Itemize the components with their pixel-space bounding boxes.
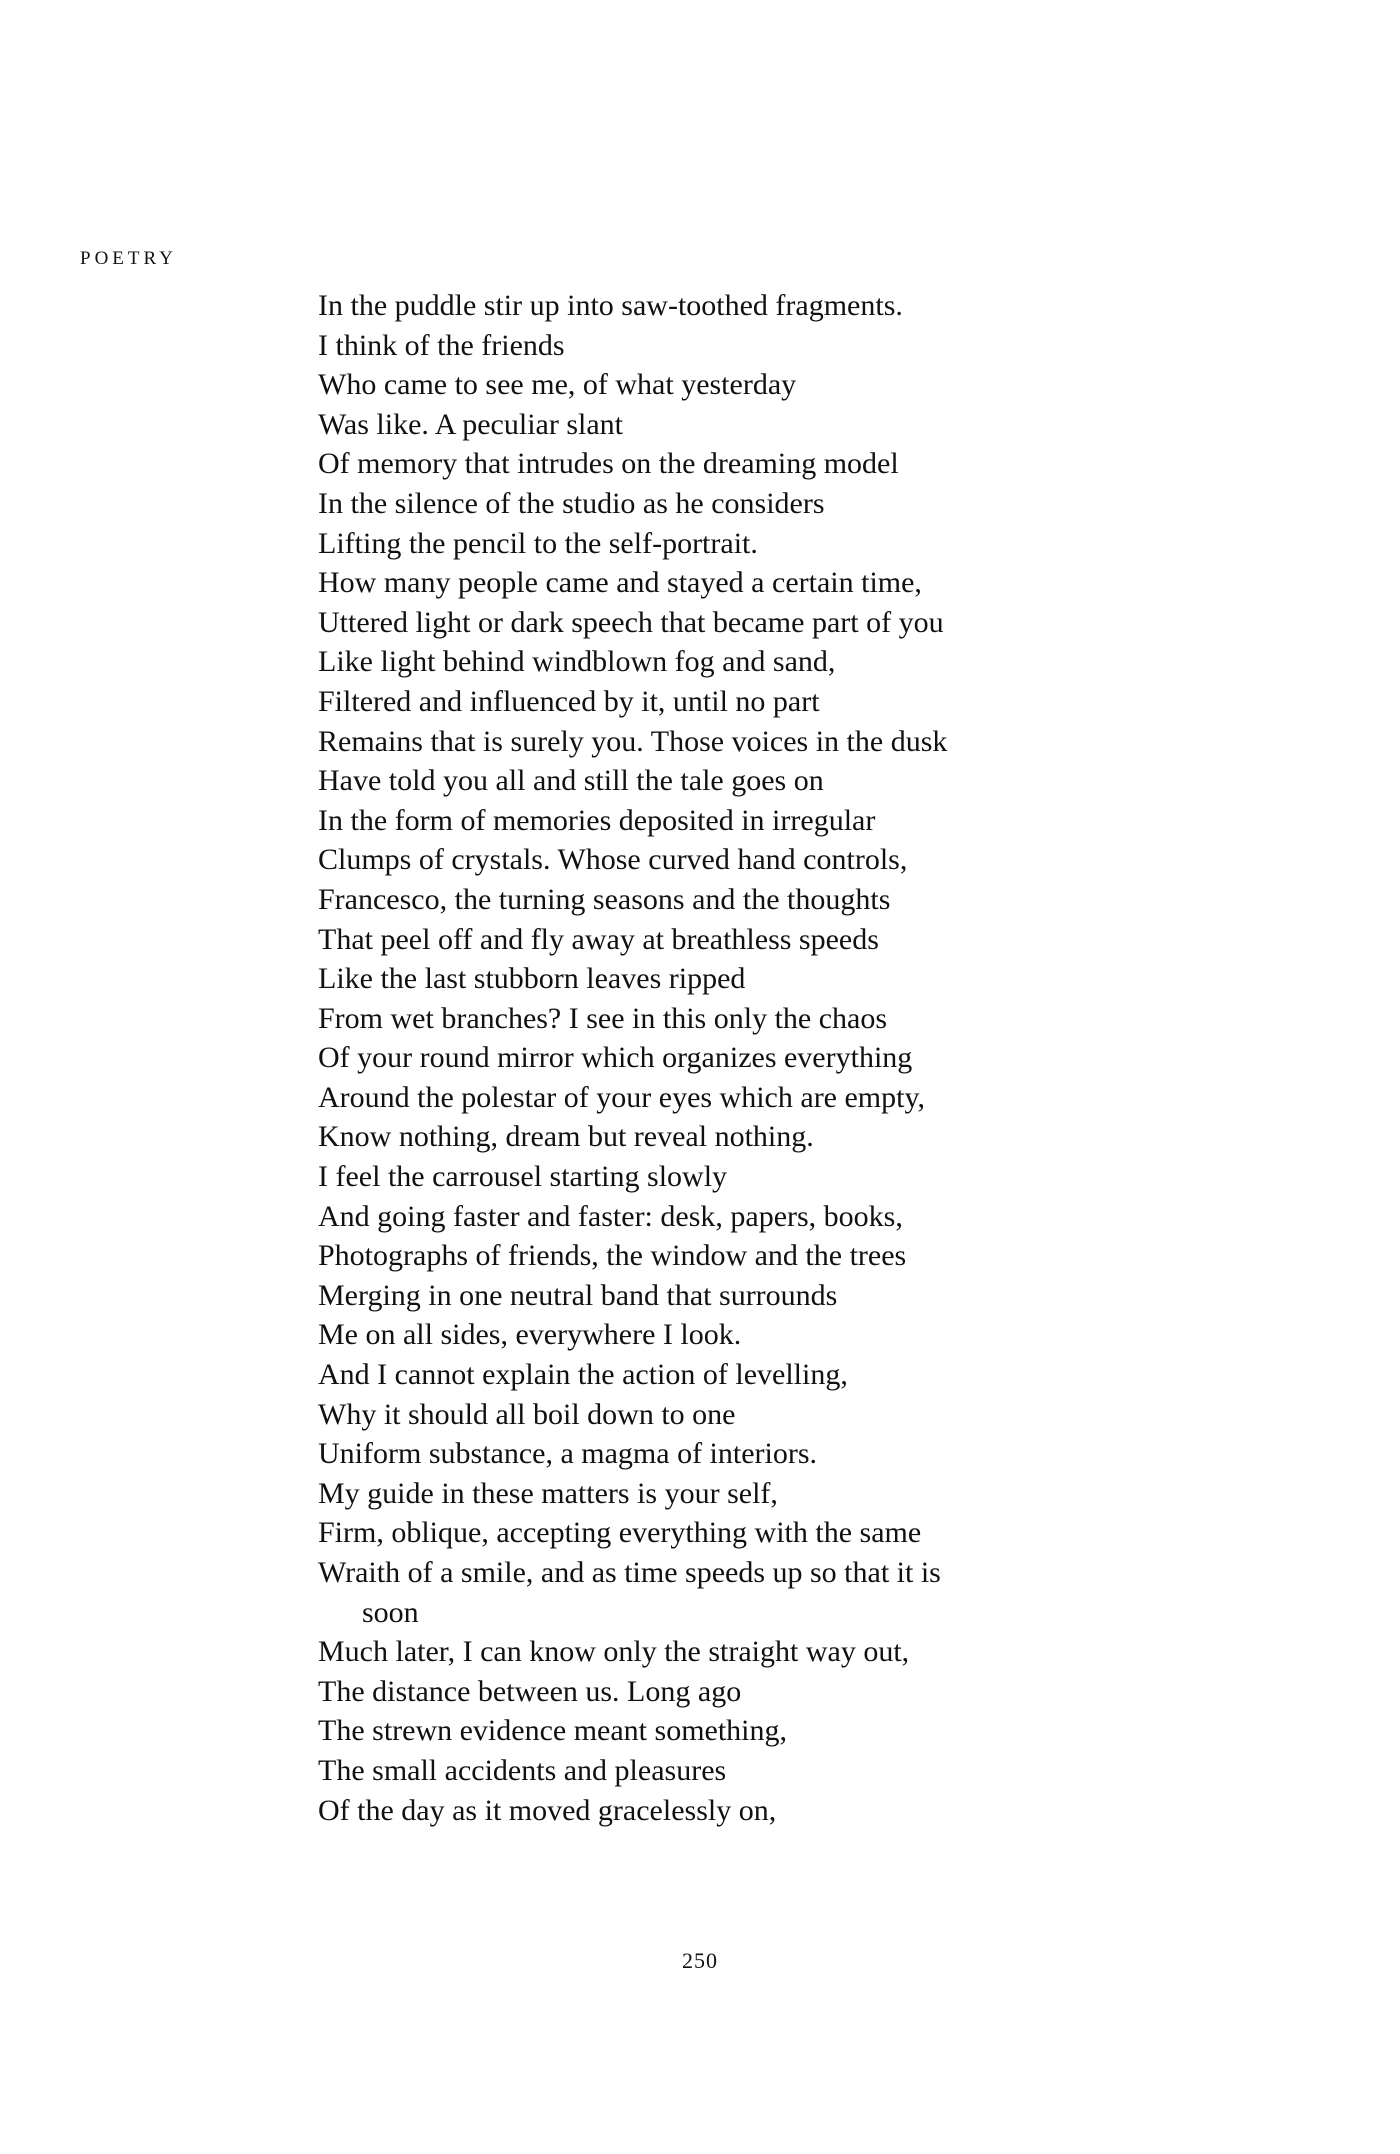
poem-line: Like the last stubborn leaves ripped [318, 962, 746, 996]
poem-line: Filtered and influenced by it, until no part [318, 684, 820, 718]
poem-line: Clumps of crystals. Whose curved hand controls, [318, 843, 908, 877]
running-head: POETRY [80, 248, 177, 269]
poem-line: Merging in one neutral band that surrounds [318, 1278, 838, 1312]
poem-line: Like light behind windblown fog and sand, [318, 645, 836, 679]
poem-line: soon [362, 1595, 419, 1629]
poem-line: The distance between us. Long ago [318, 1674, 742, 1708]
poem-line: Photographs of friends, the window and the trees [318, 1239, 907, 1273]
poem-line: I think of the friends [318, 328, 565, 362]
poem-line: Much later, I can know only the straight way out, [318, 1635, 910, 1669]
poem-line: Lifting the pencil to the self-portrait. [318, 526, 758, 560]
poem-line: Uniform substance, a magma of interiors. [318, 1437, 818, 1471]
poem-line: Of your round mirror which organizes everything [318, 1041, 913, 1075]
poem-line: The small accidents and pleasures [318, 1753, 727, 1787]
poem-line: In the puddle stir up into saw-toothed fragments. [318, 289, 903, 322]
poem-line: The strewn evidence meant something, [318, 1714, 788, 1748]
poem-line: Me on all sides, everywhere I look. [318, 1318, 742, 1352]
poem-line: From wet branches? I see in this only the chaos [318, 1001, 888, 1035]
poem-line: Of the day as it moved gracelessly on, [318, 1793, 777, 1827]
poem-line: Who came to see me, of what yesterday [318, 368, 797, 402]
poem-line: Have told you all and still the tale goes on [318, 764, 824, 798]
poem-line: How many people came and stayed a certain time, [318, 566, 922, 600]
poem-line: Was like. A peculiar slant [318, 407, 624, 441]
page-number: 250 [682, 1948, 718, 1973]
poem-line: And I cannot explain the action of levelling, [318, 1358, 848, 1392]
poem-line: Firm, oblique, accepting everything with the same [318, 1516, 922, 1550]
poem-line: Around the polestar of your eyes which are empty, [318, 1080, 926, 1114]
poem-line: Why it should all boil down to one [318, 1397, 736, 1431]
poem-line: Wraith of a smile, and as time speeds up so that it is [318, 1556, 941, 1589]
poem-text [318, 286, 947, 1830]
poem-line: Remains that is surely you. Those voices in the dusk [318, 724, 948, 758]
poem-line: Know nothing, dream but reveal nothing. [318, 1120, 814, 1154]
poem-line: Francesco, the turning seasons and the thoughts [318, 882, 891, 916]
poem-line: In the form of memories deposited in irregular [318, 803, 876, 837]
poem-line: Of memory that intrudes on the dreaming model [318, 447, 899, 481]
poem-line: In the silence of the studio as he considers [318, 486, 825, 520]
poem-line: And going faster and faster: desk, papers, books, [318, 1199, 903, 1233]
poem-line: My guide in these matters is your self, [318, 1476, 778, 1510]
poem-line: I feel the carrousel starting slowly [318, 1160, 728, 1194]
poem-line: Uttered light or dark speech that became part of you [318, 605, 944, 639]
poem-line: That peel off and fly away at breathless speeds [318, 922, 879, 956]
